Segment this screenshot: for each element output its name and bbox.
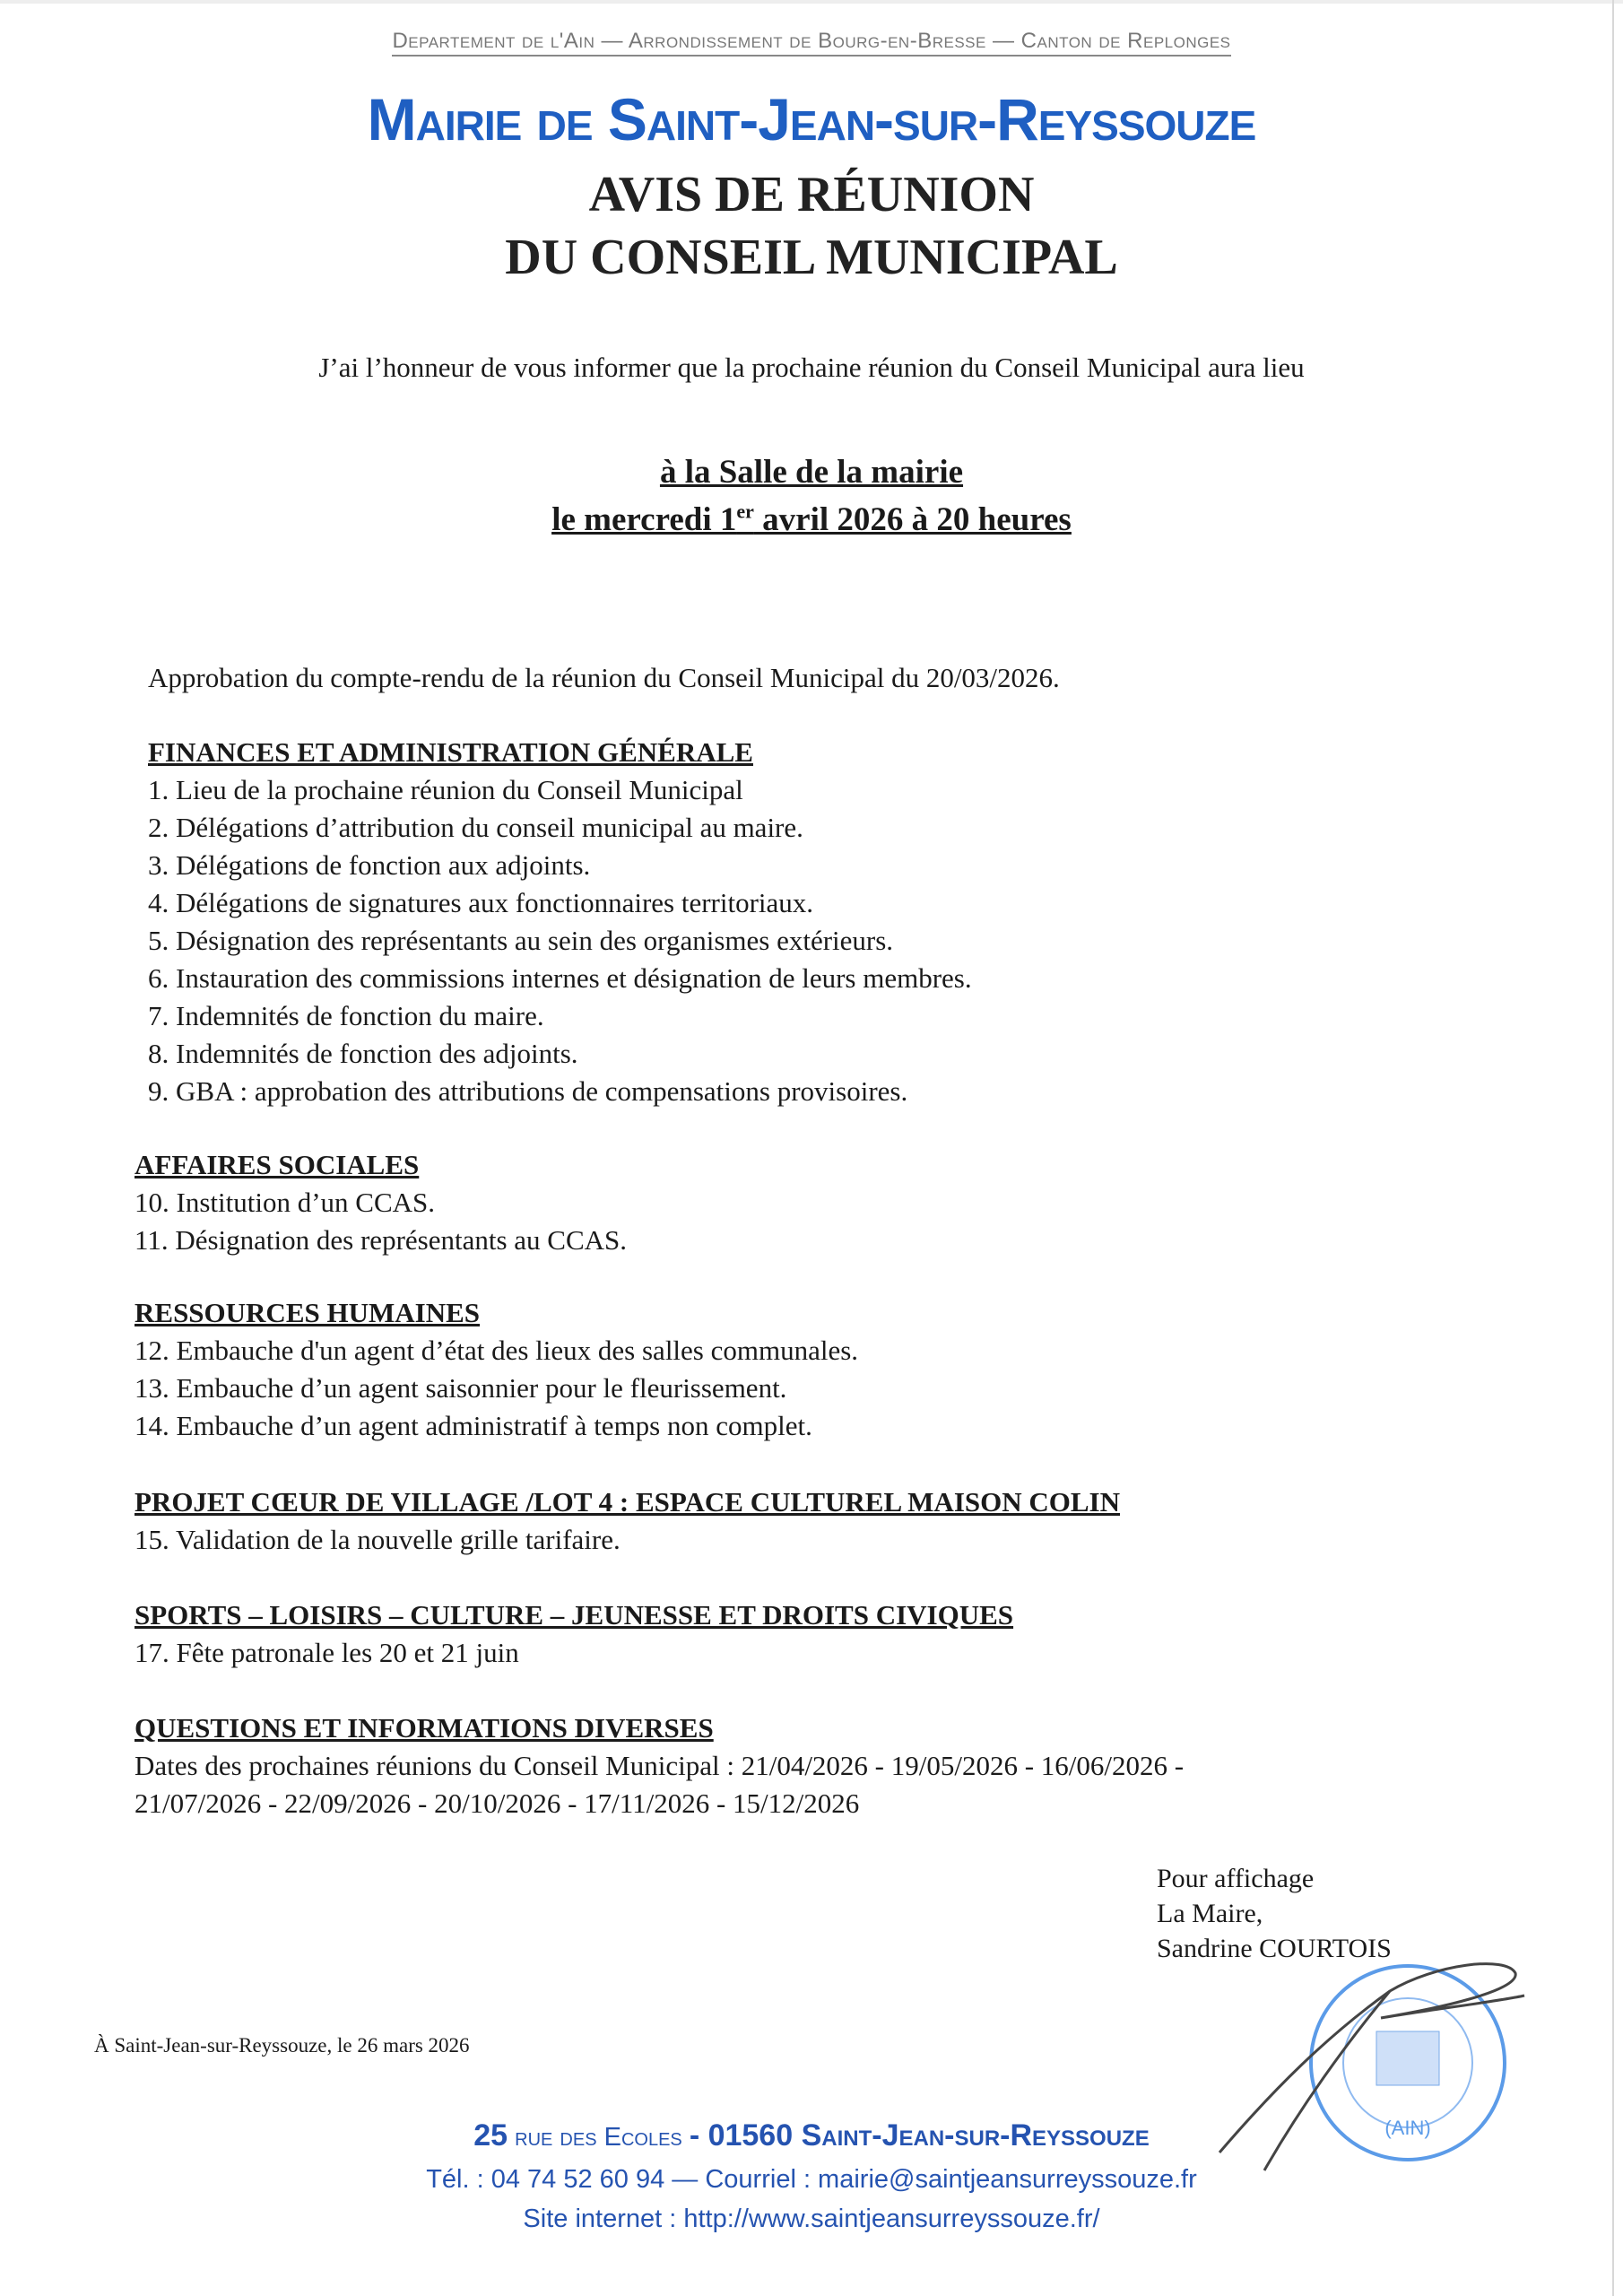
meeting-date: le mercredi 1er avril 2026 à 20 heures: [551, 500, 1072, 539]
signature-name: Sandrine COURTOIS: [1157, 1934, 1392, 1963]
agenda-item: 13. Embauche d’un agent saisonnier pour le fleurissement.: [135, 1372, 787, 1404]
footer-address: 25 rue des Ecoles - 01560 Saint-Jean-sur-Reyssouze: [473, 2118, 1150, 2152]
agenda-item: 3. Délégations de fonction aux adjoints.: [148, 849, 591, 881]
agenda-item: 21/07/2026 - 22/09/2026 - 20/10/2026 - 17/11/2026 - 15/12/2026: [135, 1787, 860, 1819]
section-projet-coeur-village: [135, 1483, 1120, 1559]
section-ressources-humaines: [135, 1294, 858, 1445]
notice-title-line2: DU CONSEIL MUNICIPAL: [505, 230, 1118, 285]
handwritten-signature-icon: [1166, 1955, 1542, 2188]
approbation-text: Approbation du compte-rendu de la réunion du Conseil Municipal du 20/03/2026.: [148, 662, 1060, 693]
agenda-item: 4. Délégations de signatures aux fonctionnaires territoriaux.: [148, 887, 814, 918]
agenda-item: 17. Fête patronale les 20 et 21 juin: [135, 1637, 519, 1668]
signature-block: [1157, 1861, 1392, 1966]
agenda-item: 15. Validation de la nouvelle grille tarifaire.: [135, 1524, 621, 1555]
agenda-item: 14. Embauche d’un agent administratif à temps non complet.: [135, 1410, 812, 1441]
date-place-line: À Saint-Jean-sur-Reyssouze, le 26 mars 2026: [94, 2034, 470, 2057]
signature-line1: Pour affichage: [1157, 1864, 1315, 1893]
agenda-item: 11. Désignation des représentants au CCAS.: [135, 1224, 628, 1256]
section-title: FINANCES ET ADMINISTRATION GÉNÉRALE: [148, 736, 753, 768]
mairie-title: Mairie de Saint-Jean-sur-Reyssouze: [367, 86, 1256, 152]
agenda-item: Dates des prochaines réunions du Conseil Municipal : 21/04/2026 - 19/05/2026 - 16/06/2026 -: [135, 1750, 1185, 1781]
section-questions: [135, 1709, 1184, 1822]
agenda-item: 8. Indemnités de fonction des adjoints.: [148, 1038, 578, 1069]
department-line: Departement de l'Ain — Arrondissement de Bourg-en-Bresse — Canton de Replonges: [0, 29, 1623, 54]
scan-right-edge: [1612, 0, 1614, 2296]
agenda-item: 12. Embauche d'un agent d’état des lieux des salles communales.: [135, 1335, 859, 1366]
section-title: QUESTIONS ET INFORMATIONS DIVERSES: [135, 1712, 714, 1744]
agenda-item: 5. Désignation des représentants au sein des organismes extérieurs.: [148, 925, 894, 956]
section-affaires-sociales: [135, 1146, 627, 1259]
signature-line2: La Maire,: [1157, 1899, 1263, 1928]
notice-title-line1: AVIS DE RÉUNION: [588, 167, 1035, 222]
footer-website: Site internet : http://www.saintjeansurreyssouze.fr/: [523, 2205, 1100, 2233]
agenda-item: 9. GBA : approbation des attributions de compensations provisoires.: [148, 1075, 908, 1107]
agenda-item: 7. Indemnités de fonction du maire.: [148, 1000, 544, 1031]
footer-contact: Tél. : 04 74 52 60 94 — Courriel : mairie@saintjeansurreyssouze.fr: [426, 2165, 1197, 2194]
section-title: AFFAIRES SOCIALES: [135, 1149, 420, 1180]
section-finances: [148, 734, 972, 1110]
scan-top-edge: [0, 0, 1623, 4]
agenda-item: 10. Institution d’un CCAS.: [135, 1187, 436, 1218]
agenda-item: 1. Lieu de la prochaine réunion du Conseil Municipal: [148, 774, 743, 805]
section-title: SPORTS – LOISIRS – CULTURE – JEUNESSE ET DROITS CIVIQUES: [135, 1599, 1014, 1631]
meeting-place: à la Salle de la mairie: [659, 454, 964, 491]
agenda-item: 6. Instauration des commissions internes et désignation de leurs membres.: [148, 962, 972, 994]
agenda-item: 2. Délégations d’attribution du conseil municipal au maire.: [148, 812, 803, 843]
section-sports: [135, 1596, 1013, 1672]
section-title: PROJET CŒUR DE VILLAGE /LOT 4 : ESPACE CULTUREL MAISON COLIN: [135, 1486, 1121, 1518]
svg-text:(AIN): (AIN): [1384, 2117, 1431, 2139]
section-title: RESSOURCES HUMAINES: [135, 1297, 481, 1328]
intro-text: J’ai l’honneur de vous informer que la prochaine réunion du Conseil Municipal aura lieu: [318, 352, 1305, 383]
